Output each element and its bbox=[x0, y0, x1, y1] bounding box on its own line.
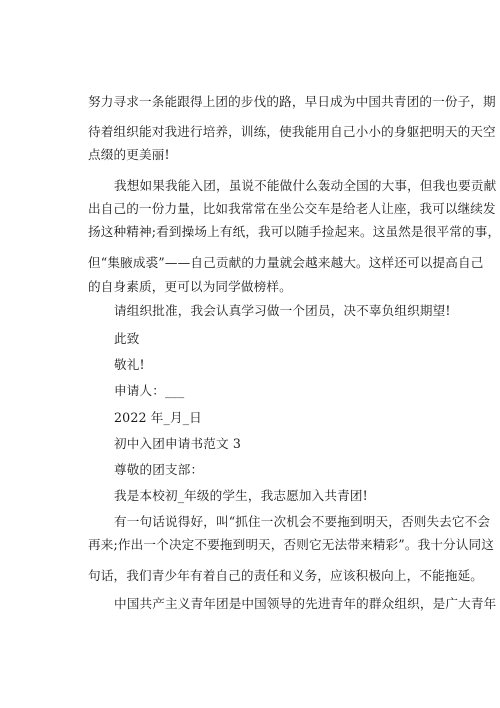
paragraph-line: 但“集腋成裘”——自己贡献的力量就会越来越大。这样还可以提高自己 bbox=[88, 255, 484, 270]
closing-line: 此致 bbox=[114, 331, 140, 346]
paragraph-line: 点缀的更美丽! bbox=[88, 147, 170, 162]
paragraph-line: 有一句话说得好，叫“抓住一次机会不要拖到明天，否则失去它不会 bbox=[114, 514, 491, 529]
paragraph-line: 出自己的一份力量，比如我常常在坐公交车是给老人让座，我可以继续发 bbox=[88, 201, 496, 216]
paragraph-line: 中国共产主义青年团是中国领导的先进青年的群众组织，是广大青年 bbox=[114, 596, 497, 611]
paragraph-line: 请组织批准，我会认真学习做一个团员，决不辜负组织期望! bbox=[114, 303, 451, 318]
paragraph-line: 我想如果我能入团，虽说不能做什么轰动全国的大事，但我也要贡献 bbox=[114, 178, 497, 193]
paragraph-line: 我是本校初_年级的学生，我志愿加入共青团! bbox=[114, 488, 368, 503]
paragraph-line: 待着组织能对我进行培养，训练，使我能用自己小小的身躯把明天的天空 bbox=[88, 124, 496, 139]
closing-line: 敬礼! bbox=[114, 357, 145, 372]
paragraph-line: 句话，我们青少年有着自己的责任和义务，应该积极向上，不能拖延。 bbox=[88, 568, 484, 583]
date-line: 2022 年_月_日 bbox=[114, 410, 202, 425]
applicant-line: 申请人：___ bbox=[114, 383, 185, 398]
paragraph-line: 再来;作出一个决定不要拖到明天，否则它无法带来精彩”。我十分认同这 bbox=[88, 537, 495, 552]
salutation-line: 尊敬的团支部： bbox=[114, 462, 204, 477]
paragraph-line: 的自身素质，更可以为同学做榜样。 bbox=[88, 279, 292, 294]
paragraph-line: 努力寻求一条能跟得上团的步伐的路，早日成为中国共青团的一份子，期 bbox=[88, 94, 496, 109]
paragraph-line: 扬这种精神;看到操场上有纸，我可以随手捡起来。这虽然是很平常的事， bbox=[88, 224, 500, 239]
section-title: 初中入团申请书范文 3 bbox=[114, 436, 242, 451]
